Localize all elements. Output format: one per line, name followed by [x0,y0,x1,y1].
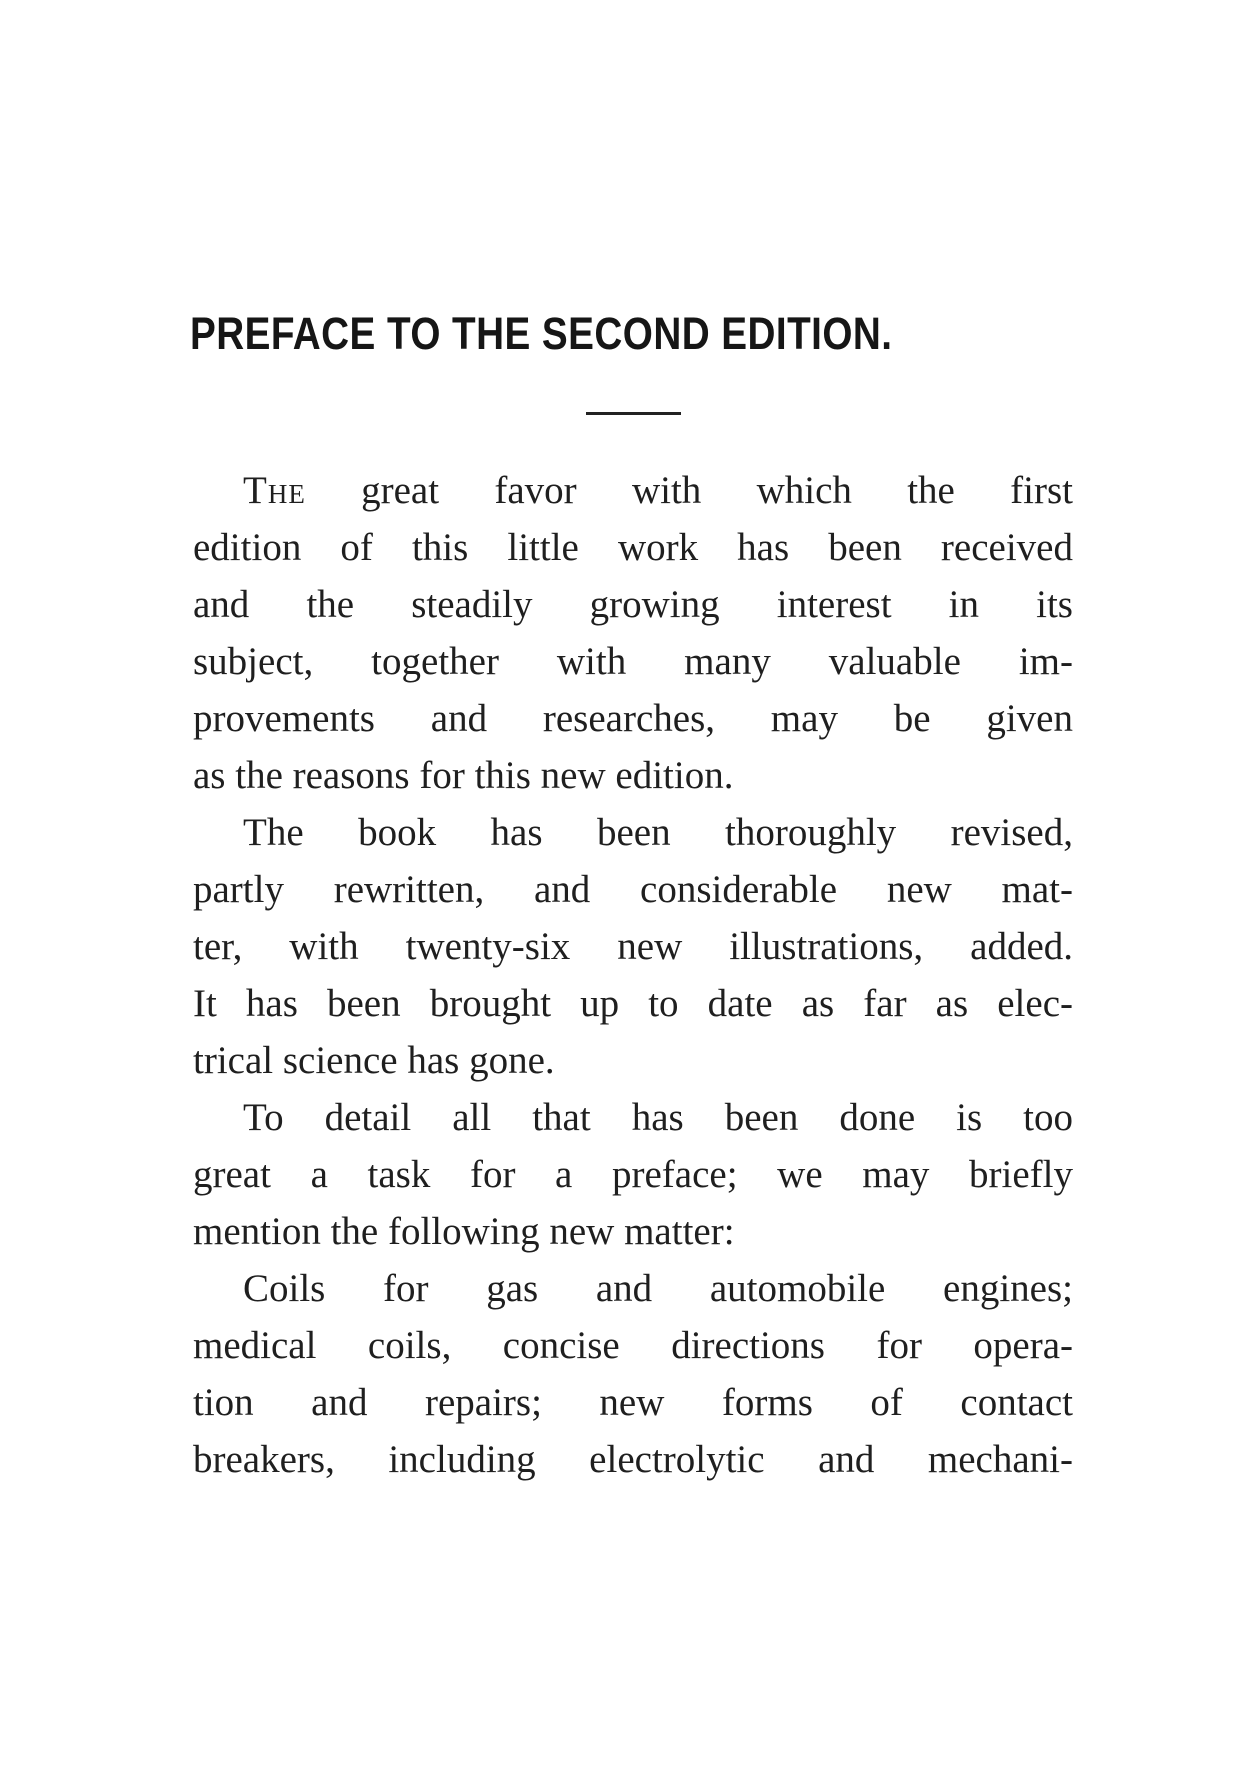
paragraph-2 [193,804,1073,1089]
text-line: and the steadily growing interest in its [193,583,1073,626]
text-line: The book has been thoroughly revised, [243,811,1073,854]
text-line: subject, together with many valuable im- [193,640,1073,683]
text-line: mention the following new matter: [193,1210,735,1253]
text-line: edition of this little work has been received [193,526,1073,569]
title-divider [586,412,681,415]
lead-word: The [243,469,306,512]
text-line: To detail all that has been done is too [243,1096,1073,1139]
text-line: trical science has gone. [193,1039,555,1082]
text-line: great a task for a preface; we may briefly [193,1153,1073,1196]
paragraph-1 [193,462,1073,804]
text-line: Coils for gas and automobile engines; [243,1267,1073,1310]
text-line: tion and repairs; new forms of contact [193,1381,1073,1424]
text-line: ter, with twenty-six new illustrations, added. [193,925,1073,968]
text-line: partly rewritten, and considerable new mat- [193,868,1073,911]
preface-body [193,462,1073,1488]
text-line: provements and researches, may be given [193,697,1073,740]
text-line: The great favor with which the first [243,469,1073,512]
text-line: breakers, including electrolytic and mechani- [193,1438,1073,1481]
paragraph-4 [193,1260,1073,1488]
paragraph-3 [193,1089,1073,1260]
text-line: medical coils, concise directions for opera- [193,1324,1073,1367]
text-line: It has been brought up to date as far as elec- [193,982,1073,1025]
text-line: as the reasons for this new edition. [193,754,734,797]
page-title: PREFACE TO THE SECOND EDITION. [190,308,893,359]
